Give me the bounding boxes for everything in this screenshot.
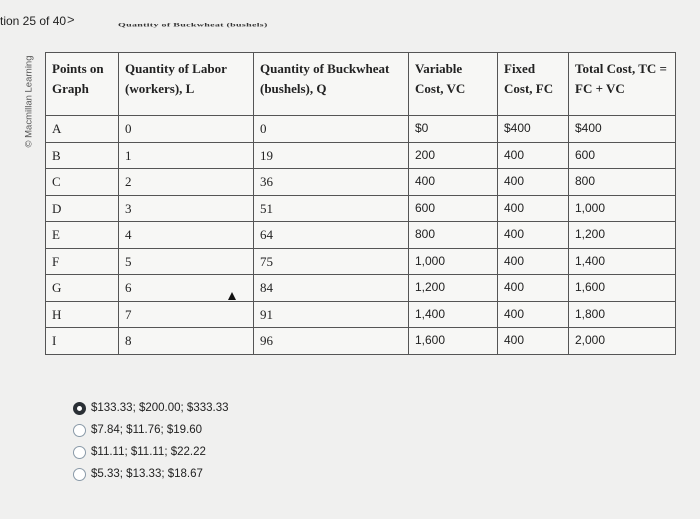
- table-cell: 600: [409, 195, 498, 222]
- table-cell: 400: [498, 248, 569, 275]
- answer-option-label: $5.33; $13.33; $18.67: [91, 468, 203, 480]
- table-cell: 64: [254, 222, 409, 249]
- table-cell: 84: [254, 275, 409, 302]
- answer-option[interactable]: [73, 441, 229, 463]
- table-cell: 200: [409, 142, 498, 169]
- table-cell: 1,200: [409, 275, 498, 302]
- table-row: [46, 222, 676, 249]
- table-cell: 400: [498, 275, 569, 302]
- table-cell: H: [46, 301, 119, 328]
- table-cell: 19: [254, 142, 409, 169]
- table-cell: G: [46, 275, 119, 302]
- table-cell: 1,000: [409, 248, 498, 275]
- table-cell: 400: [498, 195, 569, 222]
- table-cell: 8: [119, 328, 254, 355]
- table-cell: 400: [498, 169, 569, 196]
- table-row: [46, 328, 676, 355]
- answer-option-label: $11.11; $11.11; $22.22: [91, 446, 206, 458]
- table-cell: 400: [498, 328, 569, 355]
- table-cell: 96: [254, 328, 409, 355]
- table-cell: 0: [254, 116, 409, 143]
- table-cell: 600: [569, 142, 676, 169]
- header-labor: Quantity of Labor (workers), L: [119, 53, 254, 116]
- answer-option[interactable]: [73, 419, 229, 441]
- answer-option[interactable]: [73, 463, 229, 485]
- table-cell: 7: [119, 301, 254, 328]
- table-cell: 1,600: [569, 275, 676, 302]
- table-row: [46, 301, 676, 328]
- table-cell: 75: [254, 248, 409, 275]
- table-cell: 400: [498, 142, 569, 169]
- header-variable-cost: Variable Cost, VC: [409, 53, 498, 116]
- header-buckwheat: Quantity of Buckwheat (bushels), Q: [254, 53, 409, 116]
- table-cell: 1,200: [569, 222, 676, 249]
- header-fixed-cost: Fixed Cost, FC: [498, 53, 569, 116]
- question-nav: [0, 8, 700, 28]
- header-points: Points on Graph: [46, 53, 119, 116]
- table-cell: E: [46, 222, 119, 249]
- table-cell: 1,600: [409, 328, 498, 355]
- table-body: [46, 116, 676, 355]
- table-cell: 1,400: [569, 248, 676, 275]
- table-cell: 400: [498, 301, 569, 328]
- table-cell: 5: [119, 248, 254, 275]
- table-cell: A: [46, 116, 119, 143]
- radio-button[interactable]: [73, 402, 86, 415]
- radio-button[interactable]: [73, 468, 86, 481]
- table-cell: 51: [254, 195, 409, 222]
- table-cell: 2,000: [569, 328, 676, 355]
- table-cell: 4: [119, 222, 254, 249]
- table-cell: 1,400: [409, 301, 498, 328]
- table-row: [46, 195, 676, 222]
- mouse-pointer-icon: [228, 292, 236, 300]
- table-cell: $400: [569, 116, 676, 143]
- table-cell: 800: [569, 169, 676, 196]
- table-cell: I: [46, 328, 119, 355]
- table-row: [46, 248, 676, 275]
- table-cell: 400: [409, 169, 498, 196]
- radio-button[interactable]: [73, 424, 86, 437]
- table-cell: 0: [119, 116, 254, 143]
- table-cell: 91: [254, 301, 409, 328]
- table-row: [46, 142, 676, 169]
- table-cell: 800: [409, 222, 498, 249]
- answer-option-label: $133.33; $200.00; $333.33: [91, 402, 229, 414]
- table-cell: 36: [254, 169, 409, 196]
- radio-button[interactable]: [73, 446, 86, 459]
- table-cell: $0: [409, 116, 498, 143]
- table-cell: 1,000: [569, 195, 676, 222]
- table-cell: C: [46, 169, 119, 196]
- table-row: [46, 169, 676, 196]
- table-row: [46, 116, 676, 143]
- cut-off-heading: Quantity of Buckwheat (bushels): [118, 22, 268, 29]
- answer-option[interactable]: [73, 397, 229, 419]
- answer-options: [73, 397, 229, 485]
- table-cell: $400: [498, 116, 569, 143]
- table-cell: 400: [498, 222, 569, 249]
- cost-table: [45, 52, 676, 355]
- table-cell: F: [46, 248, 119, 275]
- table-cell: D: [46, 195, 119, 222]
- table-cell: 1: [119, 142, 254, 169]
- header-total-cost: Total Cost, TC = FC + VC: [569, 53, 676, 116]
- answer-option-label: $7.84; $11.76; $19.60: [91, 424, 203, 436]
- table-cell: 6: [119, 275, 254, 302]
- table-row: [46, 275, 676, 302]
- table-cell: 3: [119, 195, 254, 222]
- question-counter: tion 25 of 40: [0, 14, 67, 28]
- table-cell: B: [46, 142, 119, 169]
- table-header-row: [46, 53, 676, 116]
- table-cell: 2: [119, 169, 254, 196]
- next-question-icon[interactable]: >: [67, 12, 75, 27]
- table-cell: 1,800: [569, 301, 676, 328]
- copyright-watermark: © Macmillan Learning: [23, 55, 35, 148]
